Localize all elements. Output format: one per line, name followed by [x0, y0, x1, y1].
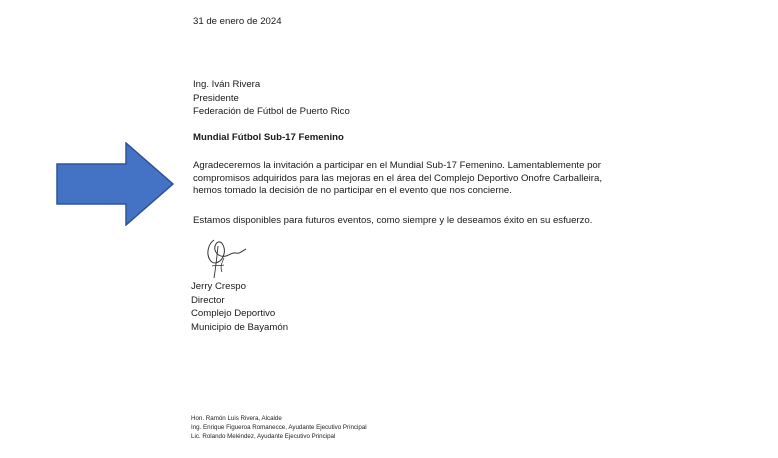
signer-name: Jerry Crespo [191, 281, 246, 292]
carbon-copy-list [191, 415, 367, 441]
cc-line: Ing. Enrique Figueroa Romanecce, Ayudante Ejecutivo Principal [191, 423, 367, 431]
cc-line: Hon. Ramón Luis Rivera, Alcalde [191, 415, 282, 422]
body-paragraph-2: Estamos disponibles para futuros eventos, como siempre y le deseamos éxito en su esfuerzo. [193, 215, 593, 226]
signer-municipality: Municipio de Bayamón [191, 321, 289, 333]
signer-department: Complejo Deportivo [191, 308, 276, 319]
right-arrow-icon [56, 142, 174, 226]
paragraph-line: hemos tomado la decisión de no participar en el evento que nos concierne. [193, 185, 512, 196]
handwritten-signature [200, 232, 250, 282]
recipient-block [193, 78, 350, 119]
letter-date: 31 de enero de 2024 [193, 16, 282, 27]
right-arrow-shape [57, 143, 173, 225]
paragraph-line: Agradeceremos la invitación a participar en el Mundial Sub-17 Femenino. Lamentablemente por [193, 160, 601, 171]
signer-title: Director [191, 294, 225, 306]
cc-line: Lic. Rolando Meléndez, Ayudante Ejecutivo Principal [191, 432, 336, 440]
signer-block [191, 280, 288, 334]
letter-subject: Mundial Fútbol Sub-17 Femenino [193, 132, 344, 143]
recipient-organization: Federación de Fútbol de Puerto Rico [193, 106, 350, 117]
recipient-name: Ing. Iván Rivera [193, 79, 261, 90]
recipient-title: Presidente [193, 92, 239, 104]
body-paragraph-1 [193, 159, 602, 197]
paragraph-line: compromisos adquiridos para las mejoras en el área del Complejo Deportivo Onofre Carballeira, [193, 172, 602, 184]
